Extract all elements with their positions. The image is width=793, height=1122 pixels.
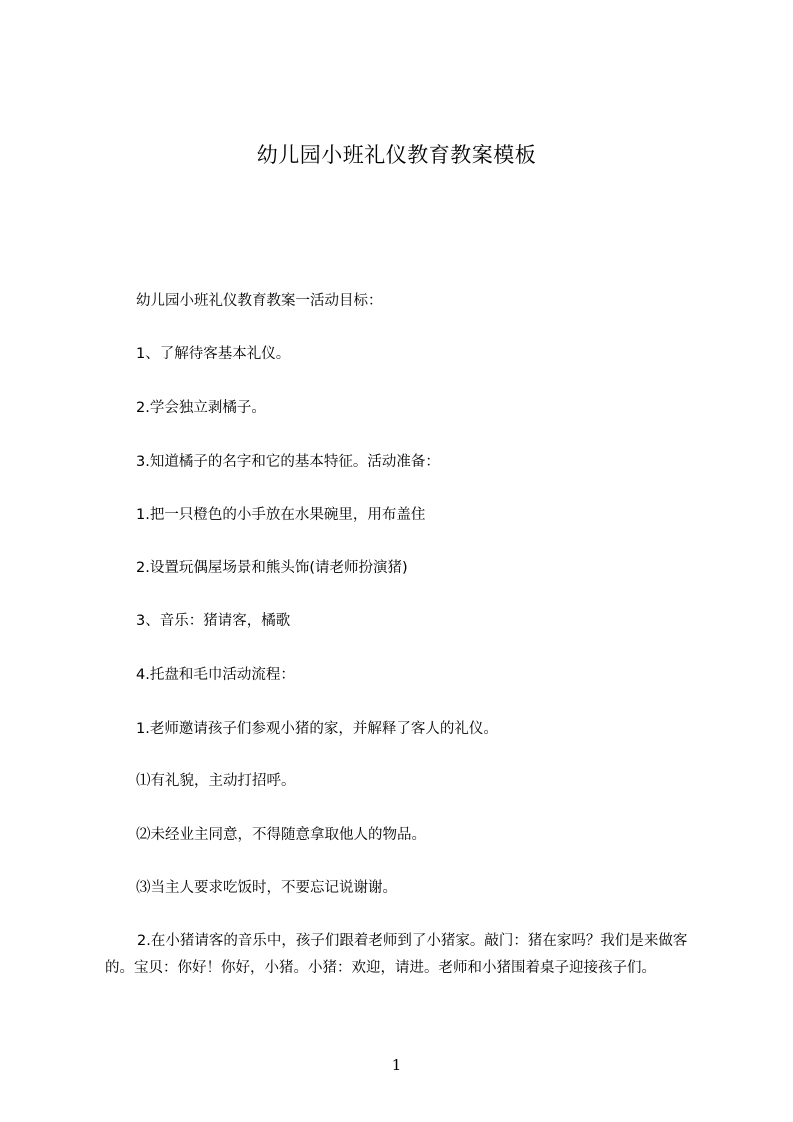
paragraph-prep-1: 1.把一只橙色的小手放在水果碗里，用布盖住 (136, 507, 426, 523)
paragraph-etiquette-3: ⑶当主人要求吃饭时，不要忘记说谢谢。 (136, 880, 397, 896)
paragraph-intro: 幼儿园小班礼仪教育教案一活动目标： (136, 293, 383, 309)
paragraph-prep-2: 2.设置玩偶屋场景和熊头饰(请老师扮演猪) (136, 560, 408, 576)
paragraph-prep-3: 3、音乐：猪请客，橘歌 (136, 613, 291, 629)
paragraph-prep-4: 4.托盘和毛巾活动流程： (136, 667, 295, 683)
paragraph-etiquette-2: ⑵未经业主同意，不得随意拿取他人的物品。 (136, 827, 426, 843)
paragraph-goal-3: 3.知道橘子的名字和它的基本特征。活动准备： (136, 454, 440, 470)
paragraph-process-1: 1.老师邀请孩子们参观小猪的家，并解释了客人的礼仪。 (136, 721, 498, 737)
paragraph-process-2: 2.在小猪请客的音乐中，孩子们跟着老师到了小猪家。敲门：猪在家吗？我们是来做客的。宝贝：你好！你好，小猪。小猪：欢迎，请进。老师和小猪围着桌子迎接孩子们。 (105, 933, 688, 976)
paragraph-goal-1: 1、了解待客基本礼仪。 (136, 346, 291, 362)
document-title: 幼儿园小班礼仪教育教案模板 (256, 143, 537, 167)
paragraph-goal-2: 2.学会独立剥橘子。 (136, 400, 266, 416)
page-number: 1 (391, 1056, 402, 1074)
paragraph-etiquette-1: ⑴有礼貌，主动打招呼。 (136, 773, 296, 789)
